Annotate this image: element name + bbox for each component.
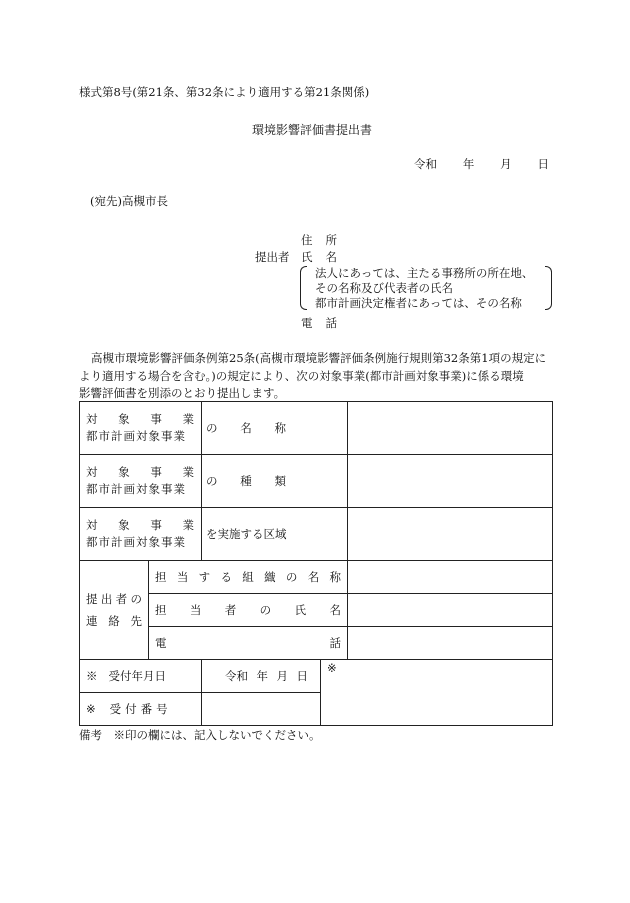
project-name-field[interactable]: [348, 402, 553, 455]
remarks-note: 備考 ※印の欄には、記入しないでください。: [79, 728, 321, 742]
contact-person-field[interactable]: [348, 594, 553, 627]
contact-person-label: 担 当 者 の 氏 名: [149, 594, 348, 627]
project-label-cell: [80, 402, 202, 455]
table-row: [80, 627, 553, 660]
project-type-label: の 種 類: [202, 455, 348, 508]
receipt-date-value: 令和 年 月 日: [202, 660, 321, 693]
receipt-number-field[interactable]: [202, 693, 321, 726]
receipt-number-label: ※ 受 付 番 号: [80, 693, 202, 726]
bracket-left: [300, 266, 307, 310]
corporate-note-line-1: 法人にあっては、主たる事務所の所在地、: [315, 266, 534, 280]
date-day: 日: [537, 157, 549, 171]
date-month: 月: [500, 157, 512, 171]
project-info-table: [79, 401, 553, 726]
name-label: 氏 名: [301, 250, 337, 264]
remarks-mark: ※: [327, 661, 337, 675]
bracket-right: [545, 266, 552, 310]
project-label-cell: 対 象 事 業 都市計画対象事業: [80, 508, 202, 561]
date-year: 年: [462, 157, 475, 171]
project-name-label: の 名 称: [202, 402, 348, 455]
project-label-line-1: 対 象 事 業: [86, 412, 194, 426]
project-label-line-2: 都市計画対象事業: [86, 429, 186, 443]
contact-org-field[interactable]: [348, 561, 553, 594]
table-row: [80, 508, 553, 561]
receipt-date-label: ※ 受付年月日: [80, 660, 202, 693]
contact-label-cell: 提 出 者 の 連 絡 先: [80, 561, 149, 660]
address-label: 住 所: [301, 233, 337, 247]
contact-org-label: 担 当 す る 組 織 の 名 称: [149, 561, 348, 594]
contact-phone-label: 電 話: [149, 627, 348, 660]
body-line-1: 高槻市環境影響評価条例第25条(高槻市環境影響評価条例施行規則第32条第1項の規定に: [91, 351, 547, 365]
table-row: [80, 455, 553, 508]
table-row: [80, 402, 553, 455]
addressee: (宛先)高槻市長: [90, 194, 168, 208]
table-row: [80, 561, 553, 594]
document-title: 環境影響評価書提出書: [252, 123, 373, 137]
project-type-field[interactable]: [348, 455, 553, 508]
corporate-note-line-3: 都市計画決定権者にあっては、その名称: [315, 296, 522, 310]
contact-phone-field[interactable]: [348, 627, 553, 660]
body-line-3: 影響評価書を別添のとおり提出します。: [79, 386, 286, 400]
project-area-field[interactable]: [348, 508, 553, 561]
submission-date: [414, 156, 549, 172]
submitter-label: 提出者: [255, 250, 290, 264]
remarks-cell: [321, 660, 553, 726]
project-label-cell: 対 象 事 業 都市計画対象事業: [80, 455, 202, 508]
form-number: 様式第8号(第21条、第32条により適用する第21条関係): [79, 85, 370, 99]
project-area-label: を実施する区域: [202, 508, 348, 561]
table-row: [80, 594, 553, 627]
phone-label: 電 話: [301, 316, 337, 330]
body-line-2: より適用する場合を含む。)の規定により、次の対象事業(都市計画対象事業)に係る環境: [79, 369, 524, 383]
corporate-note-line-2: その名称及び代表者の氏名: [315, 281, 453, 295]
table-row: [80, 660, 553, 693]
date-era: 令和: [414, 157, 437, 171]
